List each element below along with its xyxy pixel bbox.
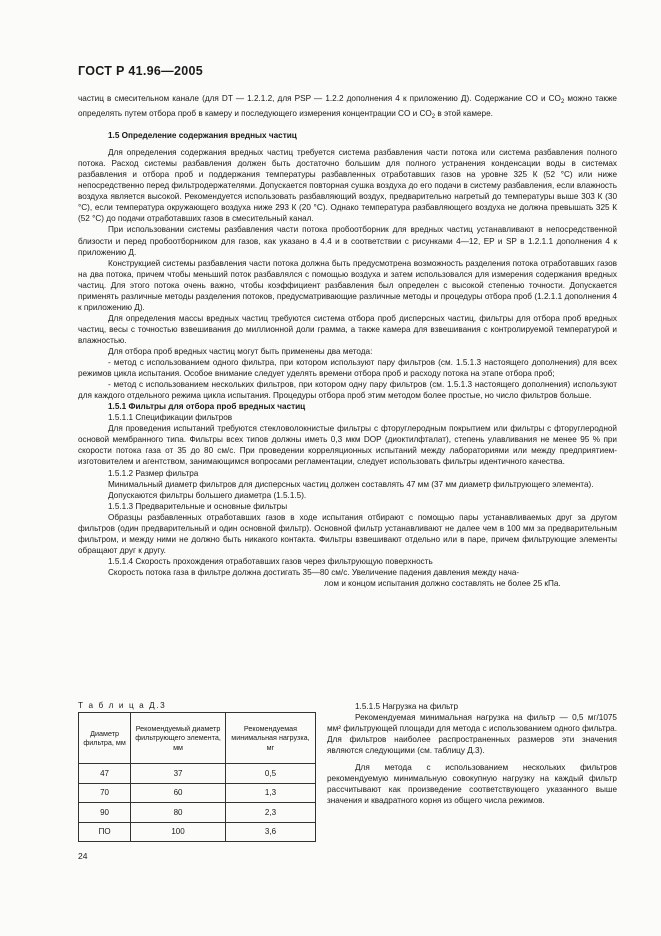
- table-cell: 2,3: [225, 803, 315, 823]
- paragraph: Минимальный диаметр фильтров для дисперсных частиц должен составлять 47 мм (37 мм диаметр фильтрующего элемента).: [108, 479, 594, 489]
- paragraph: Для отбора проб вредных частиц могут быть применены два метода:: [108, 346, 373, 356]
- document-header: ГОСТ Р 41.96—2005: [78, 64, 203, 78]
- section-heading-1-5-1-5: 1.5.1.5 Нагрузка на фильтр: [355, 702, 459, 711]
- list-item: - метод с использованием одного фильтра, при котором используют пару фильтров (см. 1.5.1.3 настоящего дополнения) для всех режимов цикла испытания. Особое внимание следует уделять времени отбора проб и расходу потока на этапе отбора проб;: [78, 358, 617, 379]
- main-text: [78, 93, 617, 589]
- list-item: - метод с использованием нескольких фильтров, при котором одну пару фильтров (см. 1.5.1.3 настоящего дополнения) используют для каждого отдельного режима цикла испытания. Процедуры отбора проб этим методом более простые, но число фильтров больше.: [78, 380, 617, 401]
- paragraph: Конструкцией системы разбавления части потока должна быть предусмотрена возможность разделения потока отработавших газов на два потока, причем чтобы меньший поток разбавлялся с помощью воздуха и затем использовался для измерения содержания вредных частиц. Для этого потока очень важно, чтобы коэффициент разбавления был определен с высокой степенью точности. Допускается применять различные методы разделения потоков, предусматривающие различные методы и процедуры отбора проб (1.2.1.1 дополнения 4 к приложению Д).: [78, 258, 617, 312]
- paragraph-continuation: лом и концом испытания должно составлять не более 25 кПа.: [324, 578, 561, 588]
- paragraph: Образцы разбавленных отработавших газов в ходе испытания отбирают с помощью пары устанавливаемых друг за другом фильтров (один предварительный и один основной фильтр). Основной фильтр устанавливают не далее чем в 100 мм за предварительным фильтром, и между ними не должно быть никакого контакта. Фильтры взвешивают отдельно или в паре, причем фильтрующие элементы обращают друг к другу.: [78, 512, 617, 555]
- table-cell: 100: [131, 822, 226, 842]
- filter-table: [78, 712, 316, 842]
- column-header: Рекомендуемая минимальная нагрузка, мг: [225, 713, 315, 764]
- table-row: [79, 783, 316, 803]
- paragraph: Рекомендуемая минимальная нагрузка на фильтр — 0,5 мг/1075 мм² фильтрующей площади для метода с использованием одного фильтра. Для фильтров наиболее распространенных размеров эти значения являются следующими (см. таблицу Д.3).: [327, 713, 617, 756]
- paragraph: При использовании системы разбавления части потока пробоотборник для вредных частиц устанавливают в непосредственной близости и перед пробоотборником для газов, как указано в 4.4 и в соответствии с рисунками 4—12, EP и SP в 1.2.1.1 дополнения 4 к приложению Д.: [78, 225, 617, 257]
- section-heading-1-5-1-4: 1.5.1.4 Скорость прохождения отработавших газов через фильтрующую поверхность: [108, 556, 433, 566]
- paragraph: Для определения массы вредных частиц требуются система отбора проб дисперсных частиц, фильтры для отбора проб вредных частиц, весы с точностью взвешивания до миллионной доли грамма, а также камера для взвешивания с контролируемой температурой и влажностью.: [78, 313, 617, 345]
- table-cell: 80: [131, 803, 226, 823]
- section-heading-1-5-1-1: 1.5.1.1 Спецификации фильтров: [108, 413, 233, 423]
- table-header-row: [79, 713, 316, 764]
- table-cell: 47: [79, 764, 131, 784]
- table-row: [79, 822, 316, 842]
- table-caption: Т а б л и ц а Д.3: [78, 701, 167, 710]
- section-heading-1-5-1: 1.5.1 Фильтры для отбора проб вредных частиц: [108, 402, 306, 412]
- table-cell: 3,6: [225, 822, 315, 842]
- page-number: 24: [78, 851, 88, 861]
- table-cell: 70: [79, 783, 131, 803]
- table-cell: 1,3: [225, 783, 315, 803]
- table-cell: 60: [131, 783, 226, 803]
- paragraph: Скорость потока газа в фильтре должна достигать 35—80 см/с. Увеличение падения давления между нача-: [108, 567, 520, 577]
- section-heading-1-5-1-3: 1.5.1.3 Предварительные и основные фильтры: [108, 501, 288, 511]
- paragraph: Для проведения испытаний требуются стекловолокнистые фильтры с фторуглеродным покрытием или фильтры с фторуглеродной основой мембранного типа. Фильтры всех типов должны иметь 0,3 мкм DOP (диоктилфталат), степень улавливания не менее 95 % при скорости потока газа от 35 до 80 см/с. При проведении корреляционных испытаний между лабораториями или между предприятием-изготовителем и агентством, занимающимся вопросами регламентации, следует использовать фильтры идентичного качества.: [78, 424, 617, 467]
- table-row: [79, 803, 316, 823]
- column-header: Рекомендуемый диаметр фильтрующего элемента, мм: [131, 713, 226, 764]
- paragraph-co-content: частиц в смесительном канале (для DT — 1.2.1.2, для PSP — 1.2.2 дополнения 4 к приложению Д). Содержание CO и $CO_2$ можно также определять путем отбора проб в камеру и последующего измерения концентрации CO и $CO_2$ в этой камере.: [78, 94, 617, 121]
- table-cell: ПО: [79, 822, 131, 842]
- table-cell: 0,5: [225, 764, 315, 784]
- section-heading-1-5-1-2: 1.5.1.2 Размер фильтра: [108, 468, 199, 478]
- table-cell: 37: [131, 764, 226, 784]
- right-column-text: [327, 701, 617, 806]
- paragraph: Для метода с использованием нескольких фильтров рекомендуемую минимальную совокупную нагрузку на каждый фильтр рассчитывают как произведение соответствующего указанного выше значения и квадратного корня из общего числа режимов.: [327, 763, 617, 806]
- table-cell: 90: [79, 803, 131, 823]
- paragraph: Для определения содержания вредных частиц требуется система разбавления части потока или система разбавления полного потока. Расход системы разбавления должен быть достаточно большим для полного устранения конденсации воды в системах разбавления и отбора проб и поддержания температуры разбавленных отработавших газов на уровне 325 К (52 °С) или ниже непосредственно перед фильтродержателями. Допускается повторная сушка воздуха до его подачи в систему разбавления, если влажность воздуха является высокой. Рекомендуется использовать разбавляющий воздух, предварительно нагретый до температуры выше 303 К (30 °С), если температура окружающего воздуха ниже 293 К (20 °С). Однако температура разбавляющего воздуха не должна превышать 325 К (52 °С) до подачи отработавших газов в смесительный канал.: [78, 148, 617, 224]
- section-heading-1-5: 1.5 Определение содержания вредных частиц: [108, 131, 297, 141]
- table-row: [79, 764, 316, 784]
- column-header: Диаметр фильтра, мм: [79, 713, 131, 764]
- paragraph: Допускаются фильтры большего диаметра (1.5.1.5).: [108, 490, 307, 500]
